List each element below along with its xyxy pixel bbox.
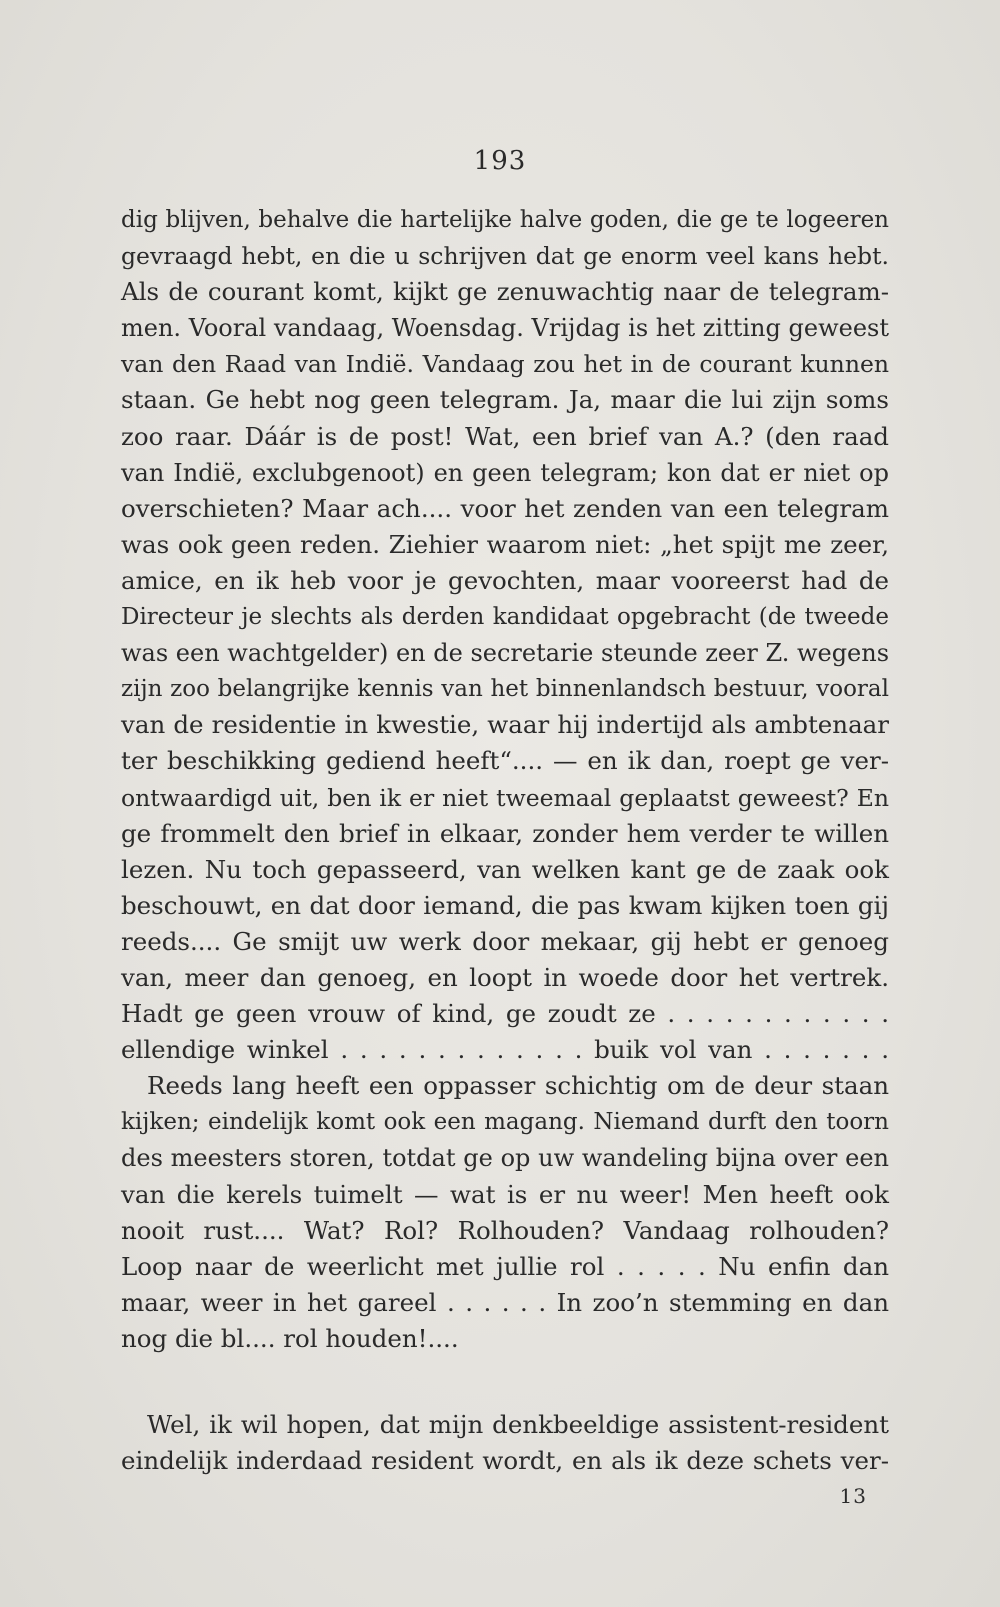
- text-line: beschouwt, en dat door iemand, die pas kwam kijken toen gij: [121, 890, 889, 920]
- text-line: Hadt ge geen vrouw of kind, ge zoudt ze . . . . . . . . . . . .: [121, 999, 889, 1029]
- text-line: staan. Ge hebt nog geen telegram. Ja, maar die lui zijn soms: [121, 385, 889, 415]
- text-line: zoo raar. Dáár is de post! Wat, een brief van A.? (den raad: [121, 421, 889, 451]
- text-line: eindelijk inderdaad resident wordt, en als ik deze schets ver-: [121, 1446, 889, 1476]
- text-line: overschieten? Maar ach.... voor het zenden van een telegram: [121, 493, 889, 523]
- text-line: Loop naar de weerlicht met jullie rol . . . . . Nu enfin dan: [121, 1251, 889, 1281]
- text-line: Reeds lang heeft een oppasser schichtig om de deur staan: [147, 1071, 889, 1101]
- text-line: Directeur je slechts als derden kandidaat opgebracht (de tweede: [121, 604, 889, 631]
- text-line: reeds.... Ge smijt uw werk door mekaar, gij hebt er genoeg: [121, 926, 889, 956]
- page-number: 193: [473, 146, 527, 176]
- text-line: ter beschikking gediend heeft“.... — en ik dan, roept ge ver-: [121, 746, 889, 776]
- text-line: dig blijven, behalve die hartelijke halve goden, die ge te logeeren: [121, 207, 889, 233]
- text-line: nog die bl.... rol houden!....: [121, 1323, 459, 1353]
- text-line: gevraagd hebt, en die u schrijven dat ge enorm veel kans hebt.: [121, 242, 889, 271]
- text-line: van Indië, exclubgenoot) en geen telegram; kon dat er niet op: [121, 458, 889, 487]
- text-line: ge frommelt den brief in elkaar, zonder hem verder te willen: [121, 818, 889, 848]
- text-line: men. Vooral vandaag, Woensdag. Vrijdag is het zitting geweest: [121, 314, 889, 343]
- text-line: nooit rust.... Wat? Rol? Rolhouden? Vandaag rolhouden?: [121, 1215, 889, 1245]
- text-line: van, meer dan genoeg, en loopt in woede door het vertrek.: [121, 962, 889, 992]
- text-line: amice, en ik heb voor je gevochten, maar vooreerst had de: [121, 565, 889, 595]
- text-line: zijn zoo belangrijke kennis van het binnenlandsch bestuur, vooral: [121, 676, 889, 703]
- text-line: van die kerels tuimelt — wat is er nu weer! Men heeft ook: [121, 1179, 889, 1209]
- text-line: was een wachtgelder) en de secretarie steunde zeer Z. wegens: [121, 639, 890, 668]
- text-line: van de residentie in kwestie, waar hij indertijd als ambtenaar: [121, 710, 889, 740]
- text-line: ontwaardigd uit, ben ik er niet tweemaal geplaatst geweest? En: [121, 783, 889, 812]
- text-line: des meesters storen, totdat ge op uw wandeling bijna over een: [121, 1144, 889, 1173]
- text-line: Wel, ik wil hopen, dat mijn denkbeeldige assistent-resident: [147, 1410, 889, 1439]
- text-line: Als de courant komt, kijkt ge zenuwachtig naar de telegram-: [121, 277, 889, 307]
- text-line: ellendige winkel . . . . . . . . . . . . . buik vol van . . . . . . .: [121, 1035, 889, 1065]
- text-line: van den Raad van Indië. Vandaag zou het in de courant kunnen: [121, 350, 889, 379]
- text-line: maar, weer in het gareel . . . . . . In zoo’n stemming en dan: [121, 1287, 889, 1317]
- signature-mark: 13: [839, 1484, 867, 1508]
- closing-paragraph: [121, 1407, 889, 1479]
- text-line: lezen. Nu toch gepasseerd, van welken kant ge de zaak ook: [121, 854, 889, 884]
- text-line: kijken; eindelijk komt ook een magang. Niemand durft den toorn: [121, 1109, 889, 1136]
- text-line: was ook geen reden. Ziehier waarom niet: „het spijt me zeer,: [121, 529, 889, 559]
- body-text: [121, 202, 889, 1357]
